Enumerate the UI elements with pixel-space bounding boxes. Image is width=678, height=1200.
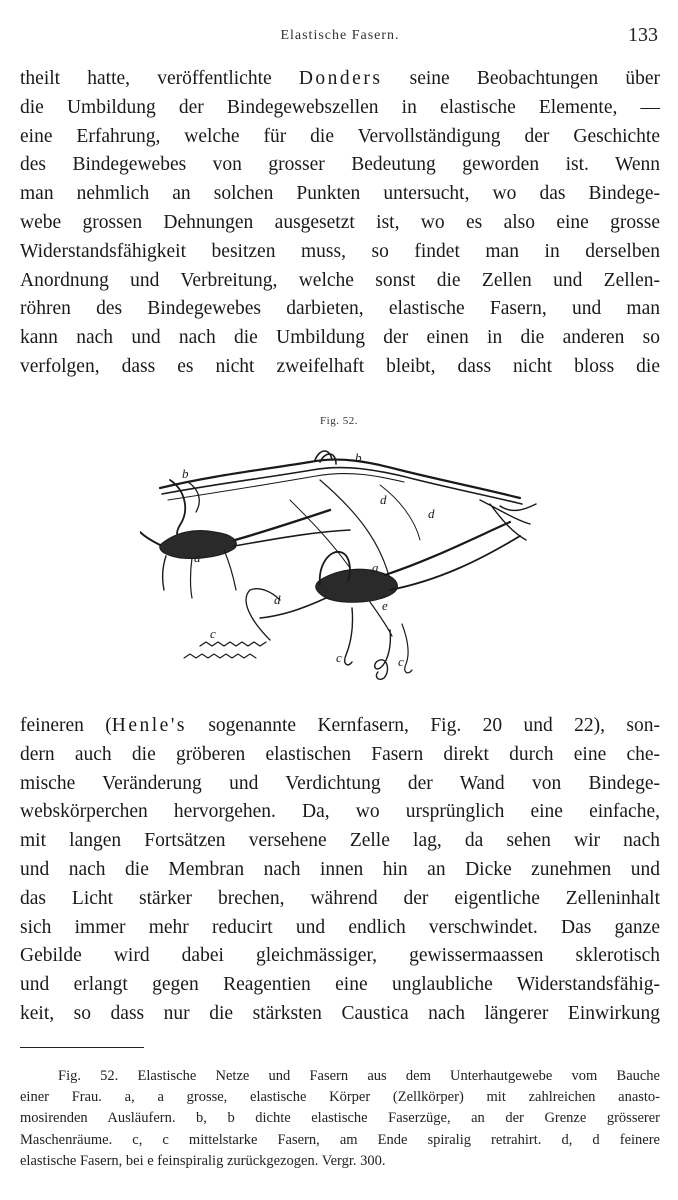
figure-letter-a: a bbox=[194, 550, 201, 565]
figure-illustration bbox=[140, 440, 540, 690]
figure-letter-d: d bbox=[274, 592, 281, 607]
page-header bbox=[20, 24, 660, 54]
text-line: kann nach und nach die Umbildung der einen in die anderen so bbox=[20, 327, 660, 349]
text-line: eine Erfahrung, welche für die Vervollständigung der Geschichte bbox=[20, 125, 660, 147]
figure-letter-a: a bbox=[372, 560, 379, 575]
text-line: und erlangt gegen Reagentien eine unglaubliche Widerstandsfähig- bbox=[20, 974, 660, 996]
cell-process-center-4 bbox=[370, 602, 392, 636]
author-name: Donders bbox=[298, 68, 383, 89]
footnote-line: Maschenräume. c, c mittelstarke Fasern, am Ende spiralig retrahirt. d, d feinere bbox=[20, 1131, 660, 1148]
fiber-band-top bbox=[160, 460, 520, 498]
text-line: Widerstandsfähigkeit besitzen muss, so findet man in derselben bbox=[20, 240, 660, 262]
cell-process-center-1 bbox=[385, 522, 510, 575]
spiral-fiber-c2 bbox=[375, 630, 391, 679]
text-line: Anordnung und Verbreitung, welche sonst die Zellen und Zellen- bbox=[20, 269, 660, 291]
fine-fiber-d3 bbox=[290, 500, 350, 568]
paragraph-top bbox=[20, 65, 660, 382]
text-fragment: feineren ( bbox=[20, 715, 112, 736]
footnote-line: Fig. 52. Elastische Netze und Fasern aus dem Unterhautgewebe vom Bauche bbox=[58, 1068, 660, 1084]
text-line: webe grossen Dehnungen ausgesetzt ist, wo es also eine grosse bbox=[20, 211, 660, 233]
text-line: sich immer mehr reducirt und endlich verschwindet. Das ganze bbox=[20, 916, 660, 938]
text-line: des Bindegewebes von grosser Bedeutung geworden ist. Wenn bbox=[20, 154, 660, 176]
text-line bbox=[20, 712, 660, 741]
footnote-line: elastische Fasern, bei e feinspiralig zurückgezogen. Vergr. 300. bbox=[20, 1152, 386, 1169]
figure-label: Fig. 52. bbox=[320, 415, 358, 427]
figure-letter-c: c bbox=[398, 654, 404, 669]
wavy-fiber-c-left-2 bbox=[184, 654, 256, 658]
text-line: keit, so dass nur die stärksten Caustica nach längerer Einwirkung bbox=[20, 1002, 660, 1024]
fiber-bundle-left bbox=[170, 480, 186, 538]
text-line: dern auch die gröberen elastischen Fasern direkt durch eine che- bbox=[20, 743, 660, 765]
footnote-line: einer Frau. a, a grosse, elastische Körper (Zellkörper) mit zahlreichen anasto- bbox=[20, 1089, 660, 1106]
text-fragment: seine Beobachtungen über bbox=[409, 68, 660, 89]
paragraph-bottom bbox=[20, 712, 660, 1029]
text-line: die Umbildung der Bindegewebszellen in elastische Elemente, — bbox=[20, 96, 660, 118]
text-line: mit langen Fortsätzen versehene Zelle lag, da sehen wir nach bbox=[20, 830, 660, 852]
page-number: 133 bbox=[628, 24, 658, 46]
cell-process-left-3 bbox=[191, 558, 193, 598]
text-line: das Licht stärker brechen, während der eigentliche Zelleninhalt bbox=[20, 887, 660, 909]
spiral-fiber-c1 bbox=[345, 608, 353, 665]
text-line: Gebilde wird dabei gleichmässiger, gewissermaassen sklerotisch bbox=[20, 945, 660, 967]
figure-footnote bbox=[20, 1066, 660, 1172]
cell-process-left-5 bbox=[235, 510, 330, 540]
cell-process-center-3 bbox=[260, 598, 326, 618]
cell-process-center-2 bbox=[390, 536, 520, 590]
text-fragment: sogenannte Kernfasern, Fig. 20 und 22), son- bbox=[186, 715, 660, 736]
figure-letter-e: e bbox=[382, 598, 388, 613]
text-line bbox=[20, 65, 660, 94]
figure-letter-d: d bbox=[380, 492, 387, 507]
text-line: man nehmlich an solchen Punkten untersucht, wo das Bindege- bbox=[20, 183, 660, 205]
text-line: mische Veränderung und Verdichtung der Wand von Bindege- bbox=[20, 772, 660, 794]
text-line: webskörperchen hervorgehen. Da, wo ursprünglich eine einfache, bbox=[20, 801, 660, 823]
figure-letter-c: c bbox=[336, 650, 342, 665]
figure-letter-b: b bbox=[182, 466, 189, 481]
text-fragment: theilt hatte, veröffentlichte bbox=[20, 68, 272, 89]
footnote-line: mosirenden Ausläufern. b, b dichte elastische Faserzüge, an der Grenze grösserer bbox=[20, 1110, 660, 1127]
cell-process-left-1 bbox=[140, 532, 160, 545]
figure-letter-c: c bbox=[210, 626, 216, 641]
figure-letter-d: d bbox=[428, 506, 435, 521]
cell-process-left-6 bbox=[234, 530, 350, 546]
text-line: verfolgen, dass es nicht zweifelhaft bleibt, dass nicht bloss die bbox=[20, 355, 660, 377]
fiber-knot-top bbox=[315, 451, 336, 464]
figure-letter-b: b bbox=[355, 450, 362, 465]
fiber-bundle-right bbox=[480, 500, 536, 540]
cell-process-left-2 bbox=[163, 556, 166, 590]
author-name: Henle's bbox=[111, 715, 187, 736]
text-line: und nach die Membran nach innen hin an Dicke zunehmen und bbox=[20, 858, 660, 880]
wavy-fiber-c-left bbox=[200, 642, 266, 646]
text-line: röhren des Bindegewebes darbieten, elastische Fasern, und man bbox=[20, 298, 660, 320]
footnote-rule bbox=[20, 1047, 144, 1048]
cell-process-left-4 bbox=[224, 550, 236, 590]
running-title: Elastische Fasern. bbox=[280, 28, 400, 43]
